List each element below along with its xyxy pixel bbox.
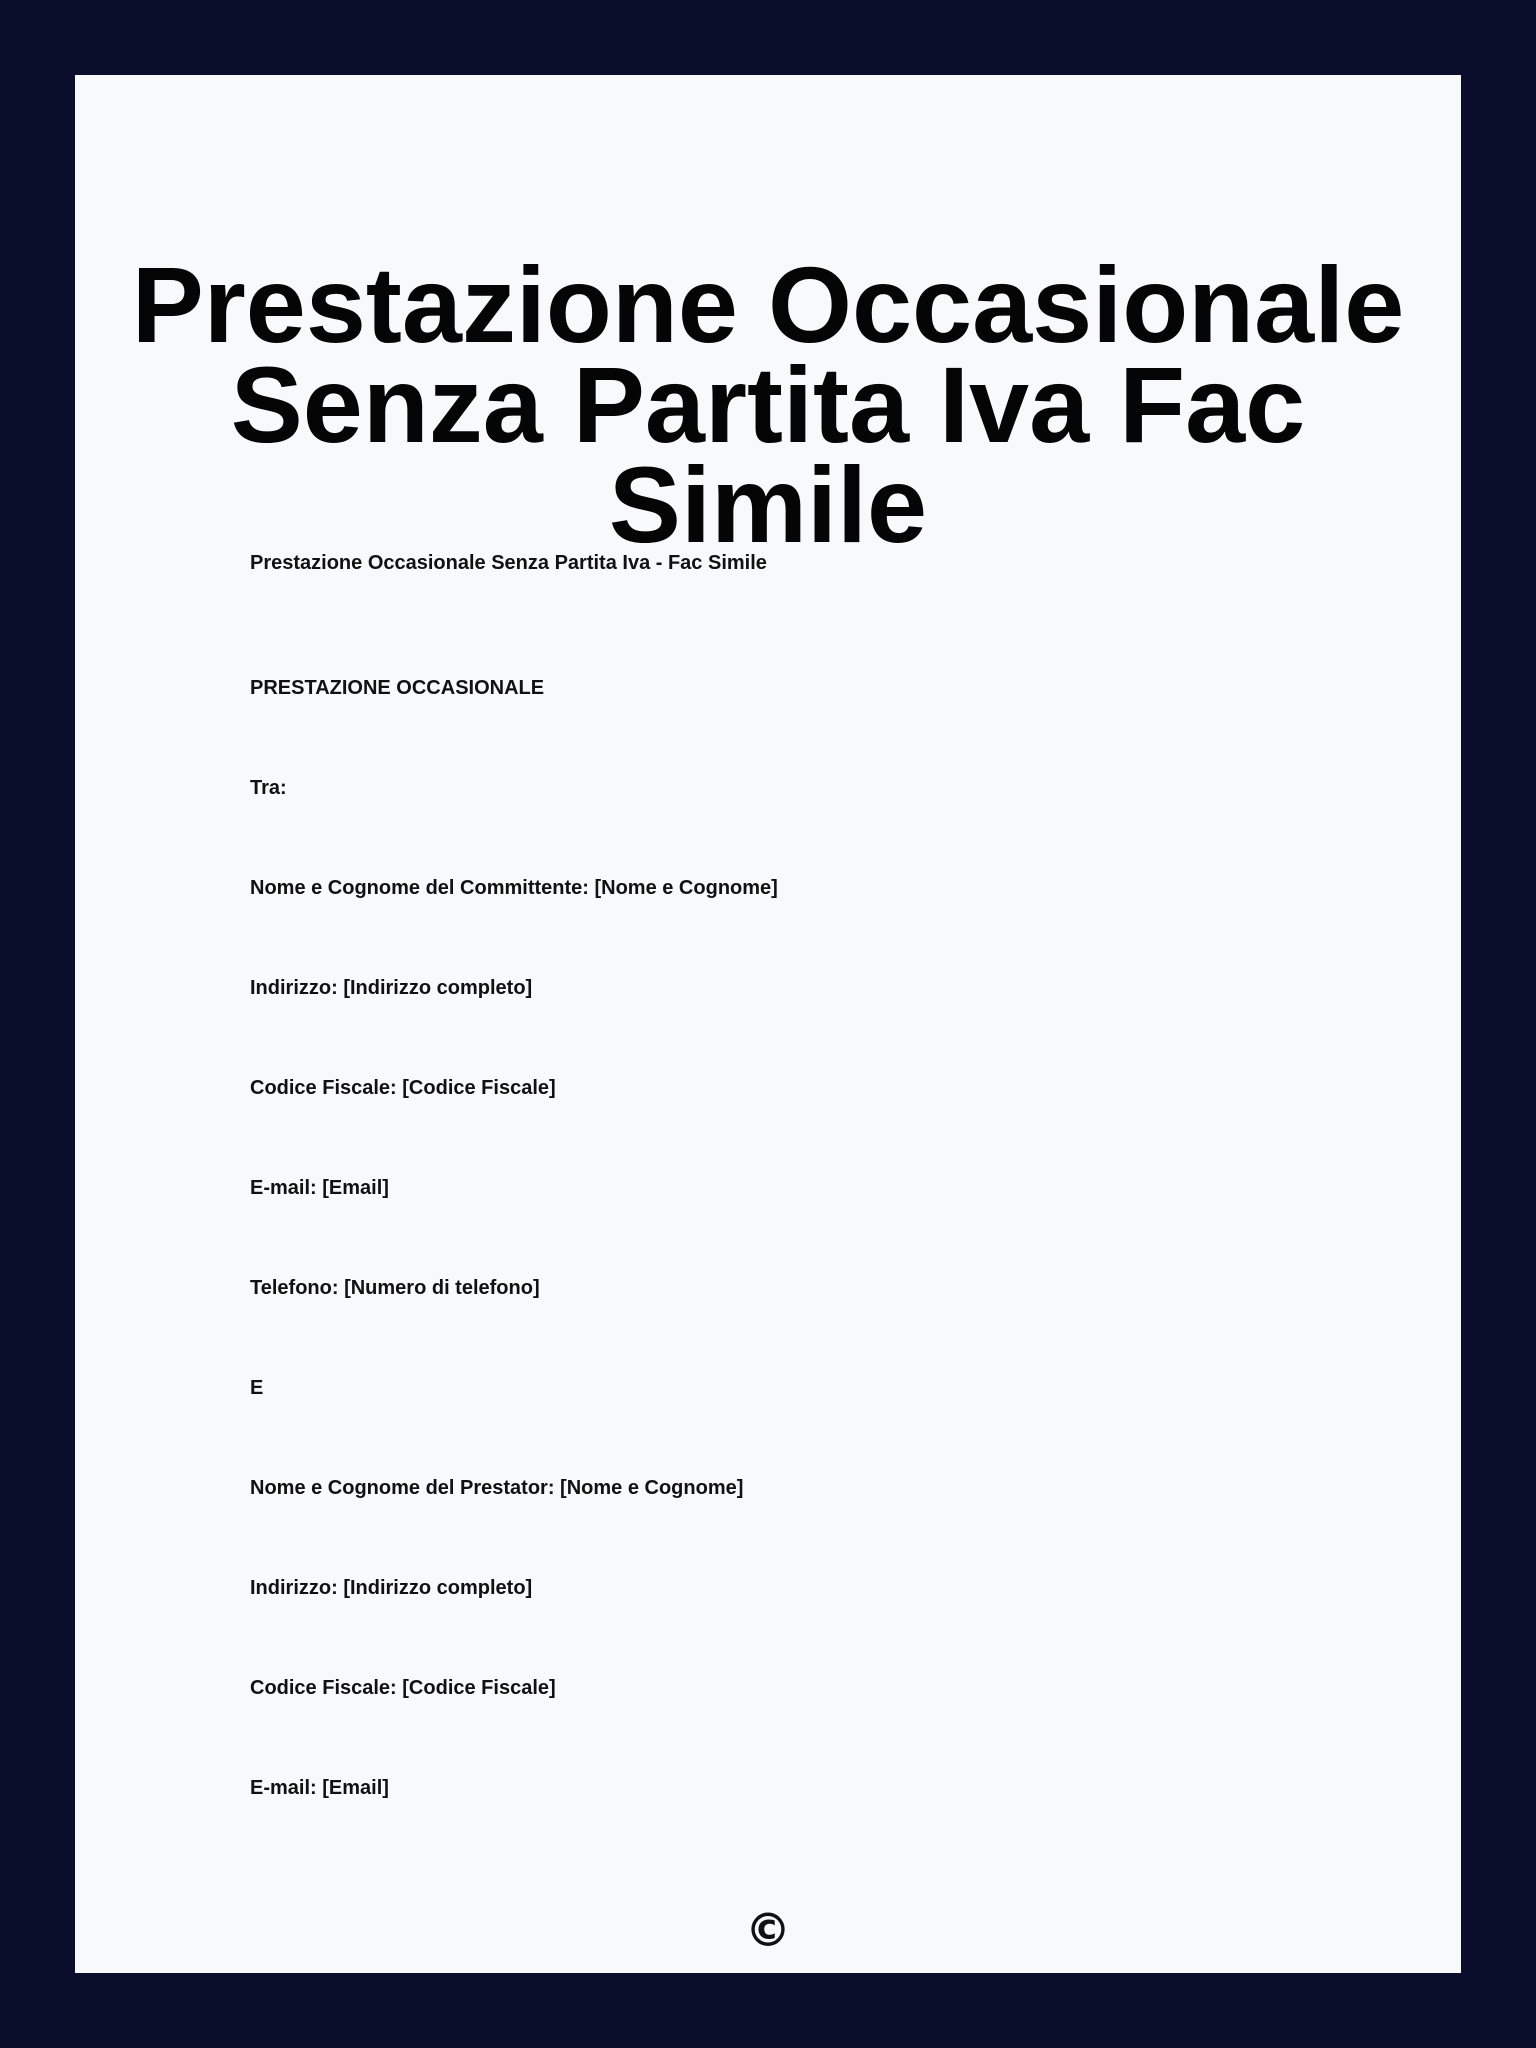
text-line-prestatore-address: Indirizzo: [Indirizzo completo] xyxy=(250,1577,533,1599)
document-page xyxy=(75,75,1461,1973)
text-line-committente-phone: Telefono: [Numero di telefono] xyxy=(250,1277,540,1299)
title-line-2: Senza Partita Iva Fac Simile xyxy=(230,344,1306,565)
text-line-committente-email: E-mail: [Email] xyxy=(250,1177,389,1199)
text-line-between: Tra: xyxy=(250,777,287,799)
text-line-committente-tax-code: Codice Fiscale: [Codice Fiscale] xyxy=(250,1077,556,1099)
text-line-and: E xyxy=(250,1377,264,1399)
document-subtitle: Prestazione Occasionale Senza Partita Iva - Fac Simile xyxy=(250,552,767,574)
text-line-prestatore-name: Nome e Cognome del Prestator: [Nome e Cognome] xyxy=(250,1477,744,1499)
title-line-1: Prestazione Occasionale xyxy=(131,244,1405,365)
text-line-committente-name: Nome e Cognome del Committente: [Nome e Cognome] xyxy=(250,877,778,899)
section-heading: PRESTAZIONE OCCASIONALE xyxy=(250,677,545,699)
text-line-prestatore-email: E-mail: [Email] xyxy=(250,1777,389,1799)
page-title xyxy=(75,244,1461,565)
copyright-icon: © xyxy=(745,1903,791,1957)
text-line-prestatore-tax-code: Codice Fiscale: [Codice Fiscale] xyxy=(250,1677,556,1699)
text-line-committente-address: Indirizzo: [Indirizzo completo] xyxy=(250,977,533,999)
